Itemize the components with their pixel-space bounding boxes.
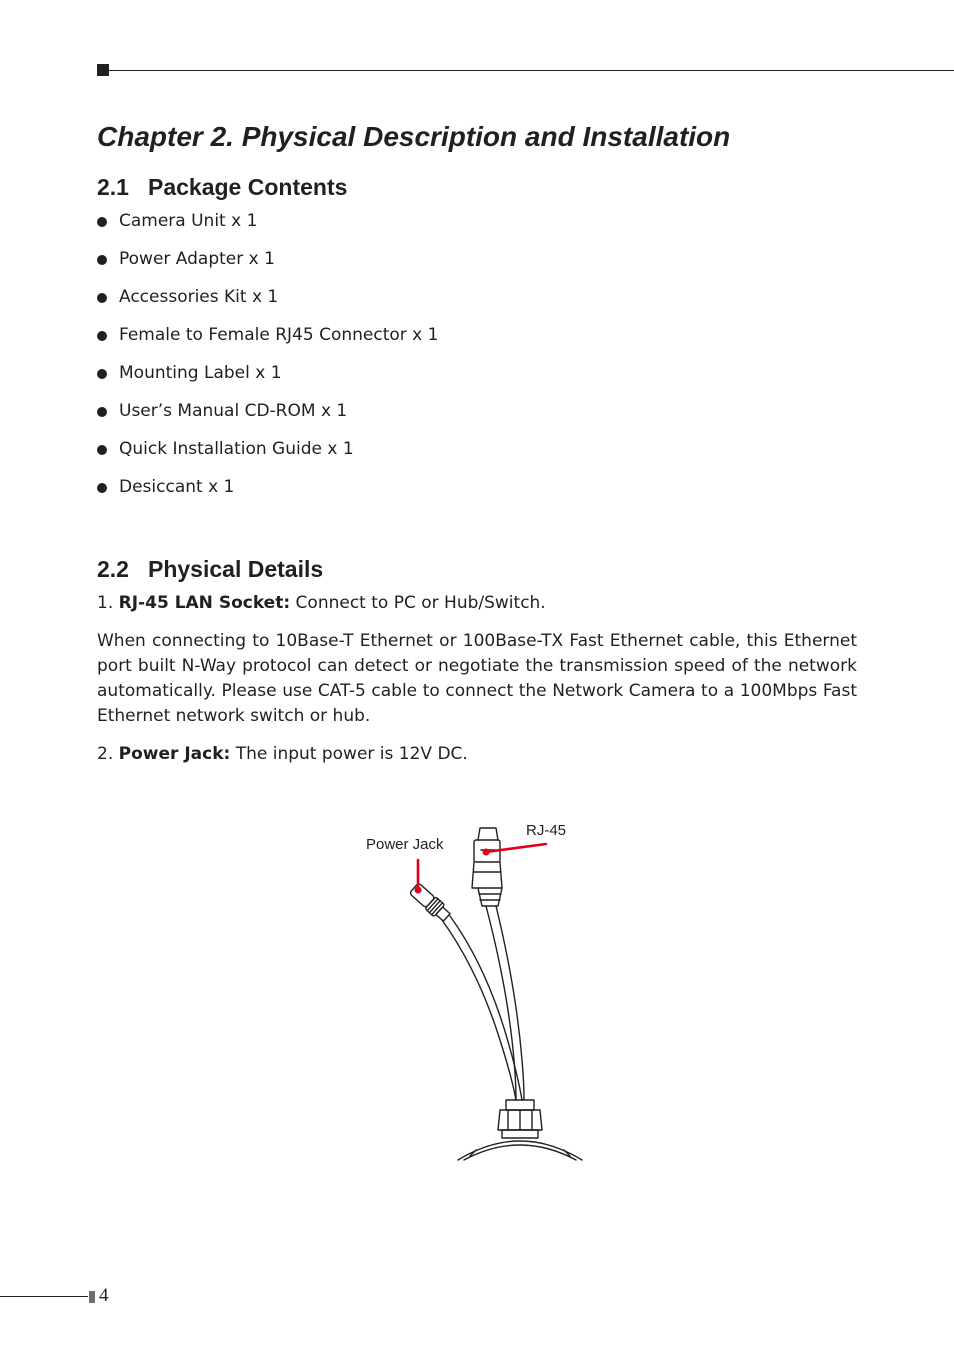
- section-package-contents-heading: [97, 174, 347, 201]
- power-jack-label: Power Jack: [366, 836, 444, 853]
- bullet-icon: [97, 331, 107, 341]
- bullet-icon: [97, 445, 107, 455]
- list-item: [97, 436, 438, 474]
- list-item-text: User’s Manual CD-ROM x 1: [119, 401, 348, 421]
- list-item-text: Accessories Kit x 1: [119, 287, 279, 307]
- rj45-label: RJ-45: [526, 822, 567, 839]
- header-square-marker: [97, 64, 109, 76]
- list-item: [97, 284, 438, 322]
- detail-item-number: 2.: [97, 744, 114, 764]
- list-item-text: Quick Installation Guide x 1: [119, 439, 354, 459]
- chapter-title: Chapter 2. Physical Description and Installation: [97, 121, 731, 152]
- cable-connector-figure: [350, 810, 610, 1170]
- list-item-text: Camera Unit x 1: [119, 211, 258, 231]
- detail-item-number: 1.: [97, 593, 114, 613]
- list-item-text: Female to Female RJ45 Connector x 1: [119, 325, 439, 345]
- power-jack-callout-dot: [415, 887, 422, 894]
- section-number: 2.2: [97, 556, 129, 582]
- cable-illustration: [350, 810, 610, 1170]
- detail-item-text: Connect to PC or Hub/Switch.: [295, 593, 546, 613]
- list-item: [97, 474, 438, 512]
- footer-rule: [0, 1296, 88, 1297]
- rj45-description: When connecting to 10Base-T Ethernet or 100Base-TX Fast Ethernet cable, this Ethernet port built N-Way protocol can detect or negotiate the transmission speed of the network automatically. Please use CAT-5 cable to connect the Network Camera to a 100Mbps Fast Ethernet network switch or hub.: [97, 631, 857, 726]
- detail-item-label: Power Jack:: [118, 744, 231, 764]
- bullet-icon: [97, 217, 107, 227]
- bullet-icon: [97, 407, 107, 417]
- list-item: [97, 246, 438, 284]
- section-title-text: Physical Details: [148, 556, 324, 582]
- detail-item-power-jack: [97, 742, 857, 767]
- detail-item-label: RJ-45 LAN Socket:: [118, 593, 291, 613]
- header-rule: [109, 70, 954, 71]
- bullet-icon: [97, 369, 107, 379]
- rj45-callout-dot: [483, 849, 490, 856]
- bullet-icon: [97, 483, 107, 493]
- section-physical-details-heading: [97, 556, 323, 583]
- package-contents-list: [97, 208, 438, 512]
- list-item: [97, 398, 438, 436]
- detail-item-rj45: [97, 591, 857, 616]
- bullet-icon: [97, 293, 107, 303]
- section-title-text: Package Contents: [148, 174, 348, 200]
- bullet-icon: [97, 255, 107, 265]
- footer-marker: [89, 1291, 95, 1303]
- detail-item-text: The input power is 12V DC.: [235, 744, 468, 764]
- list-item: [97, 322, 438, 360]
- section-number: 2.1: [97, 174, 129, 200]
- page-number: 4: [99, 1285, 109, 1306]
- list-item-text: Mounting Label x 1: [119, 363, 282, 383]
- list-item-text: Desiccant x 1: [119, 477, 235, 497]
- list-item: [97, 208, 438, 246]
- list-item-text: Power Adapter x 1: [119, 249, 275, 269]
- list-item: [97, 360, 438, 398]
